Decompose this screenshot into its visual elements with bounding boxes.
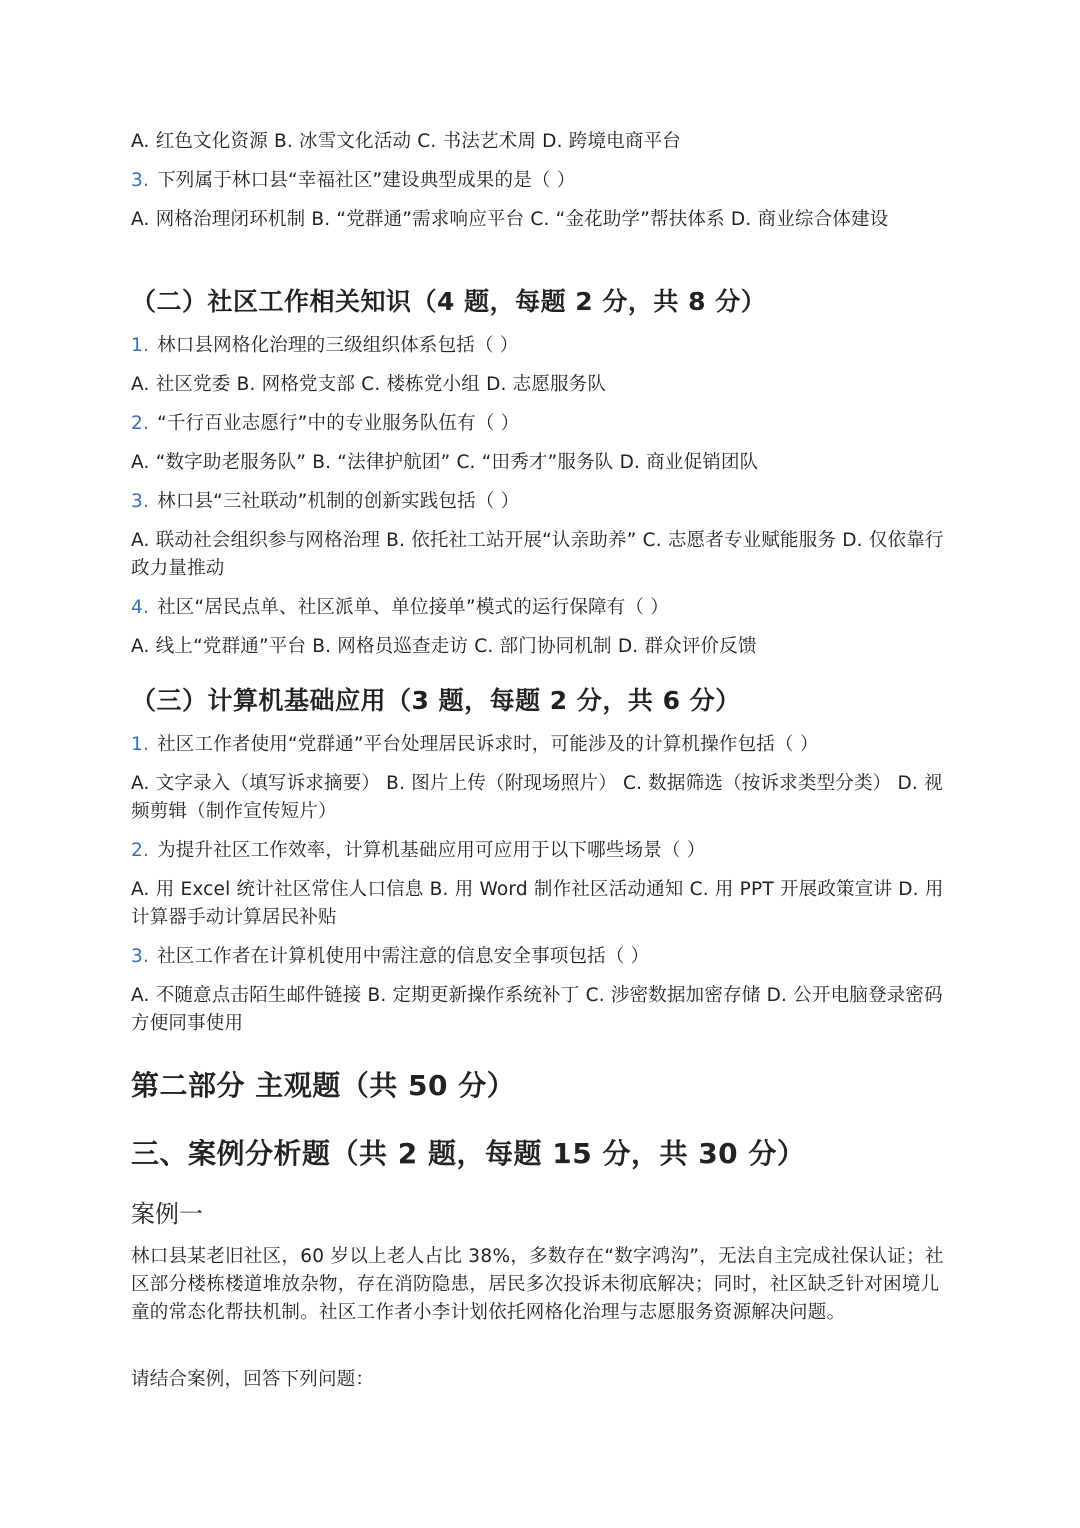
s3-question-2-options: A. 用 Excel 统计社区常住人口信息 B. 用 Word 制作社区活动通知 C. 用 PPT 开展政策宣讲 D. 用计算器手动计算居民补贴 xyxy=(131,879,944,928)
question-number: 2. xyxy=(131,840,150,861)
question-text: 下列属于林口县“幸福社区”建设典型成果的是（ ） xyxy=(157,170,576,191)
question-number: 1. xyxy=(131,734,150,755)
question-number: 3. xyxy=(131,491,150,512)
question-number: 3. xyxy=(131,946,150,967)
s3-question-1 xyxy=(131,731,819,759)
s2-question-1-options: A. 社区党委 B. 网格党支部 C. 楼栋党小组 D. 志愿服务队 xyxy=(131,374,607,395)
question-text: “千行百业志愿行”中的专业服务队伍有（ ） xyxy=(157,413,520,434)
case-1-prompt: 请结合案例，回答下列问题： xyxy=(131,1369,375,1390)
question-text: 林口县“三社联动”机制的创新实践包括（ ） xyxy=(157,491,520,512)
section-3-title: （三）计算机基础应用（3 题，每题 2 分，共 6 分） xyxy=(131,686,741,715)
s3-question-1-options: A. 文字录入（填写诉求摘要） B. 图片上传（附现场照片） C. 数据筛选（按诉求类型分类） D. 视频剪辑（制作宣传短片） xyxy=(131,773,943,822)
question-text: 社区工作者在计算机使用中需注意的信息安全事项包括（ ） xyxy=(157,946,650,967)
s2-question-3-options: A. 联动社会组织参与网格治理 B. 依托社工站开展“认亲助养” C. 志愿者专业赋能服务 D. 仅依靠行政力量推动 xyxy=(131,530,944,579)
s2-question-4 xyxy=(131,594,669,622)
part1-q3-options: A. 网格治理闭环机制 B. “党群通”需求响应平台 C. “金花助学”帮扶体系 D. 商业综合体建设 xyxy=(131,209,889,230)
s2-question-1 xyxy=(131,332,518,360)
question-number: 2. xyxy=(131,413,150,434)
case-1-title: 案例一 xyxy=(131,1200,203,1228)
question-number: 4. xyxy=(131,597,150,618)
section-case-analysis-title: 三、案例分析题（共 2 题，每题 15 分，共 30 分） xyxy=(131,1137,806,1170)
question-number: 3. xyxy=(131,170,150,191)
question-text: 为提升社区工作效率，计算机基础应用可应用于以下哪些场景（ ） xyxy=(157,840,706,861)
s3-question-2 xyxy=(131,837,705,865)
s2-question-4-options: A. 线上“党群通”平台 B. 网格员巡查走访 C. 部门协同机制 D. 群众评价反馈 xyxy=(131,636,757,657)
s3-question-3-options: A. 不随意点击陌生邮件链接 B. 定期更新操作系统补丁 C. 涉密数据加密存储 D. 公开电脑登录密码方便同事使用 xyxy=(131,985,943,1034)
question-text: 社区工作者使用“党群通”平台处理居民诉求时，可能涉及的计算机操作包括（ ） xyxy=(157,734,819,755)
case-1-text: 林口县某老旧社区，60 岁以上老人占比 38%，多数存在“数字鸿沟”，无法自主完成社保认证；社区部分楼栋楼道堆放杂物，存在消防隐患，居民多次投诉未彻底解决；同时，社区缺乏针对困境儿童的常态化帮扶机制。社区工作者小李计划依托网格化治理与志愿服务资源解决问题。 xyxy=(131,1246,944,1323)
section-2-title: （二）社区工作相关知识（4 题，每题 2 分，共 8 分） xyxy=(131,287,767,316)
part-2-title: 第二部分 主观题（共 50 分） xyxy=(131,1069,516,1102)
part1-q2-options: A. 红色文化资源 B. 冰雪文化活动 C. 书法艺术周 D. 跨境电商平台 xyxy=(131,131,681,152)
s2-question-2 xyxy=(131,410,519,438)
s3-question-3 xyxy=(131,943,649,971)
question-number: 1. xyxy=(131,335,150,356)
s2-question-2-options: A. “数字助老服务队” B. “法律护航团” C. “田秀才”服务队 D. 商业促销团队 xyxy=(131,452,759,473)
question-text: 林口县网格化治理的三级组织体系包括（ ） xyxy=(157,335,519,356)
part1-q3 xyxy=(131,167,575,195)
question-text: 社区“居民点单、社区派单、单位接单”模式的运行保障有（ ） xyxy=(157,597,669,618)
s2-question-3 xyxy=(131,488,519,516)
